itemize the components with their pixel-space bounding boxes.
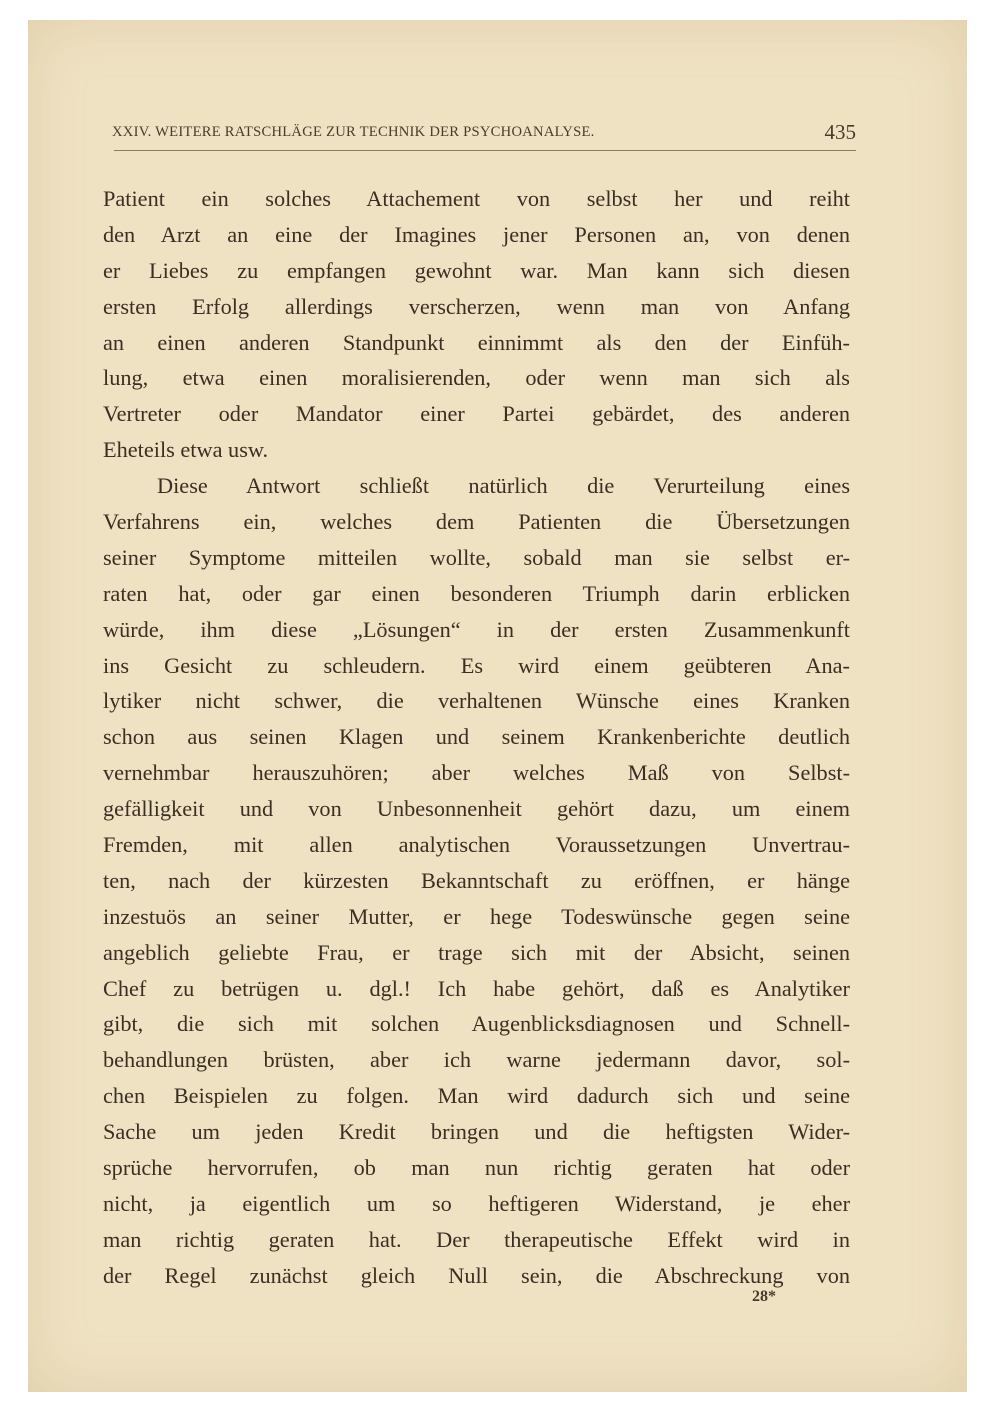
- text-line: schon aus seinen Klagen und seinem Krankenberichte deutlich: [103, 724, 850, 750]
- text-line: sprüche hervorrufen, ob man nun richtig geraten hat oder: [103, 1155, 850, 1181]
- text-line: Chef zu betrügen u. dgl.! Ich habe gehört, daß es Analytiker: [103, 975, 850, 1001]
- text-line: Vertreter oder Mandator einer Partei gebärdet, des anderen: [103, 401, 850, 427]
- text-line: Patient ein solches Attachement von selbst her und reiht: [103, 186, 850, 211]
- text-line: seiner Symptome mitteilen wollte, sobald man sie selbst er-: [103, 544, 850, 570]
- text-line: man richtig geraten hat. Der therapeutische Effekt wird in: [103, 1226, 850, 1252]
- text-line: an einen anderen Standpunkt einnimmt als den der Einfüh-: [103, 329, 850, 355]
- text-line: chen Beispielen zu folgen. Man wird dadurch sich und seine: [103, 1083, 850, 1109]
- text-line: angeblich geliebte Frau, er trage sich mit der Absicht, seinen: [103, 939, 850, 965]
- text-line: gibt, die sich mit solchen Augenblicksdiagnosen und Schnell-: [103, 1011, 850, 1037]
- text-line: Verfahrens ein, welches dem Patienten die Übersetzungen: [103, 509, 850, 535]
- text-line: ten, nach der kürzesten Bekanntschaft zu eröffnen, er hänge: [103, 867, 850, 893]
- text-line: lung, etwa einen moralisierenden, oder wenn man sich als: [103, 365, 850, 391]
- running-head: [112, 120, 856, 150]
- signature-mark: 28*: [752, 1288, 776, 1305]
- book-page: [28, 20, 967, 1392]
- text-line: würde, ihm diese „Lösungen“ in der ersten Zusammenkunft: [103, 616, 850, 642]
- text-line: behandlungen brüsten, aber ich warne jedermann davor, sol-: [103, 1047, 850, 1073]
- text-line: Eheteils etwa usw.: [103, 437, 269, 463]
- text-line: der Regel zunächst gleich Null sein, die Abschreckung von: [103, 1262, 850, 1288]
- text-line: vernehmbar herauszuhören; aber welches Maß von Selbst-: [103, 760, 850, 786]
- text-line: er Liebes zu empfangen gewohnt war. Man kann sich diesen: [103, 257, 850, 283]
- text-line: gefälligkeit und von Unbesonnenheit gehört dazu, um einem: [103, 796, 850, 822]
- text-line: Fremden, mit allen analytischen Voraussetzungen Unvertrau-: [103, 832, 850, 858]
- text-line: raten hat, oder gar einen besonderen Triumph darin erblicken: [103, 580, 850, 606]
- text-line: lytiker nicht schwer, die verhaltenen Wünsche eines Kranken: [103, 688, 850, 714]
- text-line: inzestuös an seiner Mutter, er hege Todeswünsche gegen seine: [103, 903, 850, 929]
- body-text: [103, 181, 850, 1294]
- text-line: den Arzt an eine der Imagines jener Personen an, von denen: [103, 221, 850, 247]
- text-line: Diese Antwort schließt natürlich die Verurteilung eines: [157, 473, 850, 499]
- text-line: ersten Erfolg allerdings verscherzen, wenn man von Anfang: [103, 293, 850, 319]
- text-line: nicht, ja eigentlich um so heftigeren Widerstand, je eher: [103, 1190, 850, 1216]
- chapter-title: XXIV. WEITERE RATSCHLÄGE ZUR TECHNIK DER PSYCHOANALYSE.: [112, 124, 595, 140]
- text-line: Sache um jeden Kredit bringen und die heftigsten Wider-: [103, 1119, 850, 1145]
- text-line: ins Gesicht zu schleudern. Es wird einem geübteren Ana-: [103, 652, 850, 678]
- page-number: 435: [824, 120, 856, 144]
- header-rule: [114, 150, 856, 151]
